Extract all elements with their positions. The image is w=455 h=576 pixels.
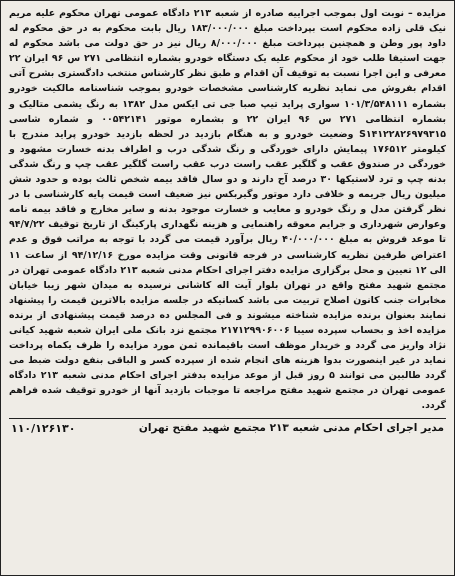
signature-text: مدیر اجرای احکام مدنی شعبه ۲۱۳ مجتمع شهید مفتح تهران bbox=[138, 422, 444, 435]
notice-footer bbox=[9, 422, 446, 435]
notice-code: ۱۱۰/۱۲۶۱۳۰ bbox=[11, 421, 76, 435]
notice-body-text: مزایده – نوبت اول بموجب اجراییه صادره از شعبه ۲۱۳ دادگاه عمومی تهران محکوم علیه مریم نیک قلی زاده محکوم است بپرداخت مبلغ ۱۸۳/۰۰۰/۰۰۰ ریال بابت محکوم به در حق محکوم له داود پور وطن و همچنین بپرداخت مبلغ ۸/۰۰۰/۰۰۰ ریال نیز در حق دولت می باشد محکوم له جهت استیفا طلب خود از محکوم علیه یک دستگاه خودرو بشماره انتظامی ۲۷۱ س ۹۶ ایران ۲۲ معرفی و این اجرا نسبت به توقیف آن اقدام و طبق نظر کارشناس منتخب دادگستری بشرح آتی اقدام بفروش می نماید نظریه کارشناسی مشخصات خودرو بموجب شناسنامه مالکیت خودرو بشماره ۱۰۱/۳/۵۴۸۱۱۱ سواری پراید تیپ صبا جی تی ایکس مدل ۱۳۸۲ به رنگ یشمی متالیک و بشماره انتظامی ۲۷۱ س ۹۶ ایران ۲۲ و بشماره موتور ۰۰۵۴۲۱۴۱ و شماره شاسی S۱۴۱۲۲۸۲۶۹۷۹۳۱۵ وضعیت خودرو و به هنگام بازدید در لحظه بازدید خودرو پراید مندرج با کیلومتر ۱۷۶۵۱۲ پیمایش دارای خوردگی و رنگ شدگی درب و اطراف بدنه خسارت مشهود و خوردگی در صندوق عقب و گلگیر عقب راست درب عقب راست گلگیر عقب چپ و رنگ شدگی بدنه چپ و ترد لاستیکها ۳۰ درصد آج دارند و دو سال فاقد بیمه شخص ثالث بوده و حدود شش میلیون ریال جریمه و خلافی دارد موتور وگیربکس نیز ضعیف است قیمت پایه کارشناسی با در نظر گرفتن مدل و رنگ خودرو و معایب و خسارت موجود بدنه و سایر مخارج و فاقد بیمه نامه وعوارض شهرداری و جرایم معوقه راهنمایی و هزینه نگهداری پارکینگ از تاریخ توقیف ۹۴/۷/۲۲ تا موعد فروش به مبلغ ۴۰/۰۰۰/۰۰۰ ریال برآورد قیمت می گردد با توجه به مراتب فوق و عدم اعتراض طرفین نظریه کارشناسی در فرجه قانونی وقت مزایده مورخ ۹۴/۱۲/۱۶ از ساعت ۱۱ الی ۱۲ تعیین و محل برگزاری مزایده دفتر اجرای احکام مدنی شعبه ۲۱۳ دادگاه عمومی تهران در مجتمع شهید مفتح واقع در تهران بلوار آیت اله کاشانی نرسیده به میدان شهر زیبا خیابان مخابرات جنب کانون اصلاح تربیت می باشد کسانیکه در جلسه مزایده بالاترین قیمت را پیشنهاد نمایند بعنوان برنده مزایده شناخته میشوند و فی المجلس ده درصد قیمت پیشنهادی از برنده مزایده اخذ و بحساب سپرده سیبا ۲۱۷۱۲۹۹۰۶۰۰۶ مجتمع نزد بانک ملی ایران شعبه شهید کیانی نژاد واریز می گردد و خریدار موظف است باقیمانده ثمن مورد مزایده را ظرف یکماه پرداخت نماید در غیر اینصورت بدوا هزینه های انجام شده از سپرده کسر و الباقی بنفع دولت ضبط می گردد طالبین می توانند ۵ روز قبل از موعد مزایده بدفتر اجرای احکام مدنی شعبه ۲۱۳ دادگاه عمومی تهران در مجتمع شهید مفتح مراجعه تا موجبات بازدید آنها از خودرو توقیف شده فراهم گردد. bbox=[9, 8, 447, 412]
divider-line bbox=[9, 418, 446, 419]
